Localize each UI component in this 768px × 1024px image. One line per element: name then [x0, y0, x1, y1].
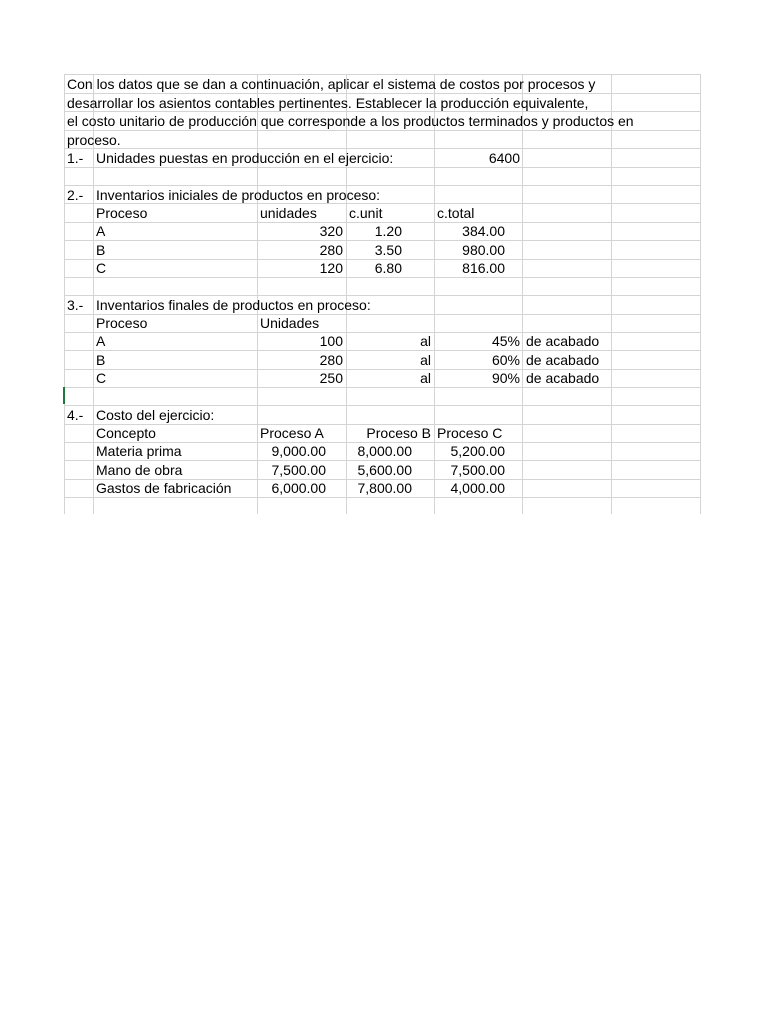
s4-row-concepto: Mano de obra: [96, 462, 183, 478]
section-4-title: Costo del ejercicio:: [96, 407, 215, 423]
s3-row-unidades: 100: [319, 333, 343, 349]
active-cell-marker[interactable]: [63, 387, 65, 404]
intro-line-1: Con los datos que se dan a continuación, aplicar el sistema de costos por procesos y: [67, 76, 596, 92]
section-3-number: 3.-: [67, 297, 84, 313]
s2-row-cunit: 1.20: [374, 223, 402, 239]
s3-row-al: al: [420, 370, 431, 386]
s4-row-proceso-b: 5,600.00: [357, 462, 412, 478]
s3-row-proceso: C: [96, 370, 107, 386]
section-2-title: Inventarios iniciales de productos en proceso:: [96, 187, 381, 203]
s3-row-al: al: [420, 333, 431, 349]
section-4-number: 4.-: [67, 407, 84, 423]
s3-row-proceso: B: [96, 352, 106, 368]
s3-row-suffix: de acabado: [526, 333, 600, 349]
s4-row-proceso-a: 7,500.00: [271, 462, 326, 478]
s3-header-unidades: Unidades: [260, 315, 320, 331]
s2-row-proceso: A: [96, 223, 106, 239]
s2-row-cunit: 6.80: [374, 260, 402, 276]
section-3-title: Inventarios finales de productos en proceso:: [96, 297, 371, 313]
s3-row-suffix: de acabado: [526, 370, 600, 386]
s2-header-proceso: Proceso: [96, 205, 148, 221]
section-1-label: Unidades puestas en producción en el ejercicio:: [96, 150, 394, 166]
s3-row-unidades: 250: [319, 370, 343, 386]
s2-row-unidades: 320: [319, 223, 343, 239]
s2-row-unidades: 120: [319, 260, 343, 276]
s4-row-proceso-b: 7,800.00: [357, 480, 412, 496]
s2-header-cunit: c.unit: [349, 205, 383, 221]
s2-header-ctotal: c.total: [437, 205, 475, 221]
s4-header-proceso-c: Proceso C: [437, 425, 503, 441]
section-1-value: 6400: [488, 150, 520, 166]
intro-line-3: el costo unitario de producción que corresponde a los productos terminados y productos en: [67, 113, 634, 129]
s2-row-unidades: 280: [319, 242, 343, 258]
s4-row-proceso-c: 7,500.00: [450, 462, 505, 478]
s4-row-proceso-c: 4,000.00: [450, 480, 505, 496]
s2-header-unidades: unidades: [260, 205, 317, 221]
s4-row-concepto: Materia prima: [96, 443, 182, 459]
s4-header-proceso-b: Proceso B: [366, 425, 431, 441]
section-2-number: 2.-: [67, 187, 84, 203]
s4-row-concepto: Gastos de fabricación: [96, 480, 232, 496]
s3-row-suffix: de acabado: [526, 352, 600, 368]
s3-row-percent: 60%: [491, 352, 520, 368]
s3-row-unidades: 280: [319, 352, 343, 368]
s2-row-proceso: C: [96, 260, 107, 276]
s4-row-proceso-a: 9,000.00: [271, 443, 326, 459]
section-1-number: 1.-: [67, 150, 84, 166]
s3-header-proceso: Proceso: [96, 315, 148, 331]
s2-row-ctotal: 980.00: [462, 242, 505, 258]
s2-row-ctotal: 816.00: [462, 260, 505, 276]
s4-row-proceso-b: 8,000.00: [357, 443, 412, 459]
s3-row-proceso: A: [96, 333, 106, 349]
s4-row-proceso-a: 6,000.00: [271, 480, 326, 496]
s2-row-ctotal: 384.00: [462, 223, 505, 239]
s3-row-percent: 90%: [491, 370, 520, 386]
s2-row-cunit: 3.50: [374, 242, 402, 258]
s4-header-concepto: Concepto: [96, 425, 156, 441]
s2-row-proceso: B: [96, 242, 106, 258]
s3-row-percent: 45%: [491, 333, 520, 349]
intro-line-2: desarrollar los asientos contables pertinentes. Establecer la producción equivalente,: [67, 95, 589, 111]
s3-row-al: al: [420, 352, 431, 368]
s4-row-proceso-c: 5,200.00: [450, 443, 505, 459]
s4-header-proceso-a: Proceso A: [260, 425, 324, 441]
intro-line-4: proceso.: [67, 132, 121, 148]
